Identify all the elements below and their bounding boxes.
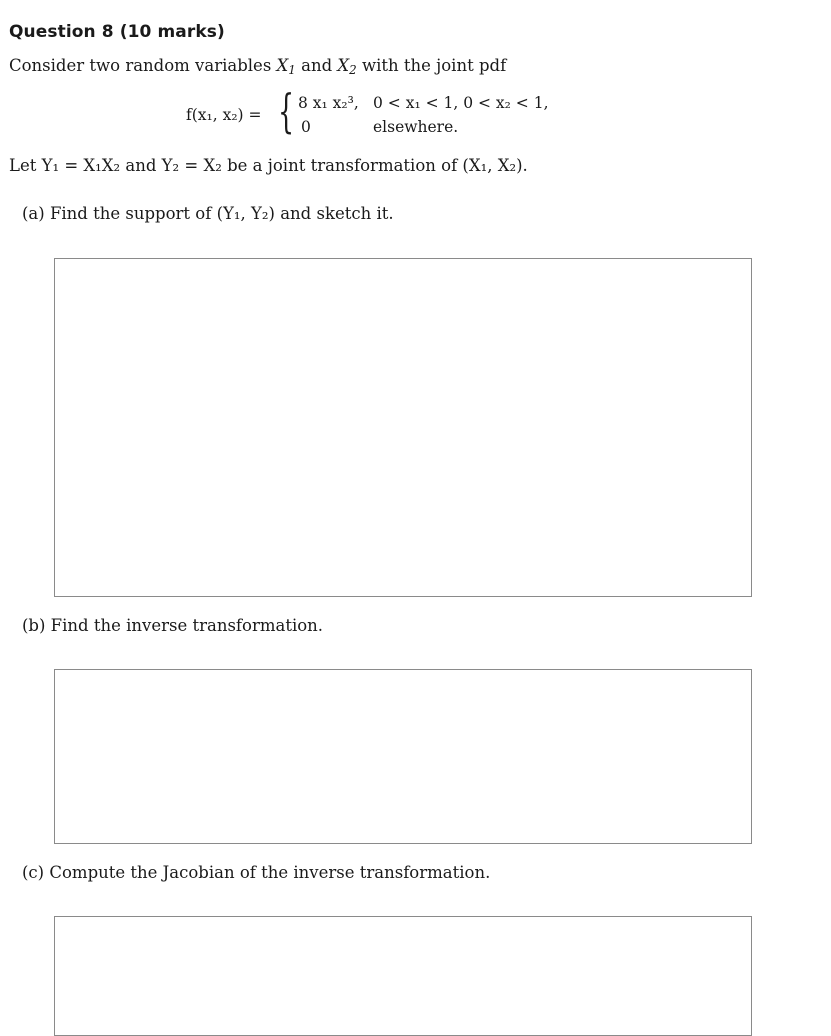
part-a-prompt: (a) Find the support of (Y₁, Y₂) and sketch it. [22,204,394,223]
transformation-statement: Let Y₁ = X₁X₂ and Y₂ = X₂ be a joint transformation of (X₁, X₂). [9,156,528,175]
pdf-lhs: f(x₁, x₂) = [186,106,262,124]
piecewise-brace: { [278,84,295,138]
intro-and: and [301,56,333,75]
intro-prefix: Consider two random variables [9,56,272,75]
pdf-case1-condition: 0 < x₁ < 1, 0 < x₂ < 1, [373,94,549,112]
question-intro [9,56,506,75]
part-b-prompt: (b) Find the inverse transformation. [22,616,324,635]
pdf-case1-value: 8 x₁ x₂³, [298,94,359,112]
var-x1: $X_1$ [276,56,296,77]
pdf-case2-value: 0 [301,118,311,136]
var-x2: $X_2$ [337,56,357,77]
pdf-case2-condition: elsewhere. [373,118,459,136]
answer-box-b[interactable] [54,669,752,844]
question-title: Question 8 (10 marks) [9,22,225,42]
answer-box-a[interactable] [54,258,752,597]
intro-suffix: with the joint pdf [361,56,507,75]
part-c-prompt: (c) Compute the Jacobian of the inverse transformation. [22,863,491,882]
answer-box-c[interactable] [54,916,752,1036]
